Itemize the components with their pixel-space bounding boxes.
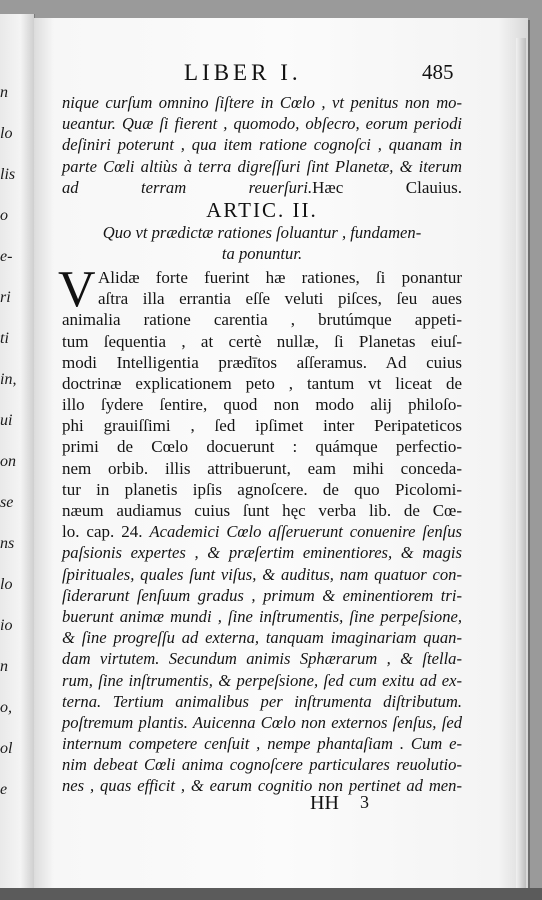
left-page-fragment: lis	[0, 166, 16, 183]
indented-lines	[62, 267, 462, 309]
italic-text: deſiniri poterunt , qua item ratione cognoſci , quanam in	[62, 135, 462, 155]
text-line: doctrinæ explicationem peto , tantum vt liceat de	[62, 373, 462, 393]
text-line	[62, 627, 462, 648]
text-line	[62, 92, 462, 113]
italic-text: dam virtutem. Secundum animis Sphærarum , & ſtella-	[62, 649, 462, 669]
left-page-fragment: lo	[0, 125, 13, 142]
text-line	[62, 712, 462, 733]
text-line: modi Intelligentia prædītos aſſeramus. Ad cuius	[62, 352, 462, 372]
italic-text: terna. Tertium animalibus per inſtrumenta diſtributum.	[62, 691, 462, 711]
left-page-fragment: ri	[0, 289, 11, 306]
article-subheading-line: Quo vt prædictæ rationes ſoluantur , fundamen-	[102, 222, 422, 242]
left-page-fragment: ti	[0, 330, 9, 347]
text-line: phi grauiſſimi , ſed ipſimet inter Peripateticos	[62, 416, 462, 436]
paragraph-opening	[58, 260, 462, 318]
article-subheading-line: ta ponuntur.	[221, 243, 303, 263]
left-page-fragment: n	[0, 658, 8, 675]
italic-text: ueantur. Quæ ſi fierent , quomodo, obſecro, eorum periodi	[62, 114, 462, 134]
text-block	[58, 92, 463, 797]
running-head-title: LIBER I.	[184, 60, 302, 85]
italic-text: paſsionis expertes , & præſertim eminentiores, & magis	[62, 543, 462, 563]
text-line: illo ſydere ſentire, quod non modo alij philoſo-	[62, 395, 462, 415]
text-line: nem orbib. illis attribuerunt, eam mihi conceda-	[62, 458, 462, 478]
text-line	[62, 691, 462, 712]
left-page-fragment: lo	[0, 576, 13, 593]
signature-number: 3	[360, 792, 369, 812]
italic-text: ſpirituales, quales ſunt viſus, & auditus, nam quatuor con-	[62, 564, 462, 584]
left-page-fragment: ol	[0, 740, 13, 757]
text-line	[62, 177, 462, 198]
left-page-fragment: on	[0, 453, 16, 470]
roman-text: lo. cap. 24.	[62, 522, 150, 542]
text-line	[62, 606, 462, 627]
text-line: animalia ratione carentia , brutúmque appeti-	[62, 310, 462, 330]
italic-text: parte Cœli altiùs à terra digreſſuri ſint Planetæ, & iterum	[62, 156, 462, 176]
italic-text: poſtremum plantis. Auicenna Cœlo non externos ſenſus, ſed	[62, 712, 462, 732]
text-line	[62, 521, 462, 542]
text-line	[62, 670, 462, 691]
text-line: tum ſequentia , at certè nullæ, ſi Planetas eiuſ-	[62, 331, 462, 351]
left-page-fragment: se	[0, 494, 14, 511]
text-line: aſtra illa errantia eſſe veluti piſces, ſeu aues	[98, 289, 462, 309]
italic-text: nes , quas efficit , & earum cognitio non pertinet ad men-	[62, 776, 462, 796]
running-head	[34, 60, 528, 90]
signature-mark: HH	[310, 792, 339, 814]
text-line: primi de Cœlo docuerunt : quámque perfectio-	[62, 437, 462, 457]
text-line: næum audiamus cuius ſunt hęc verba lib. de Cœ-	[62, 501, 462, 520]
left-page-fragment: in,	[0, 371, 17, 388]
book-page	[34, 18, 528, 890]
text-line	[62, 648, 462, 669]
left-page-fragment: e-	[0, 248, 13, 265]
scan-bottom-shadow	[0, 888, 542, 900]
text-line	[62, 564, 462, 585]
drop-cap: V	[58, 260, 96, 318]
text-line: Alidæ forte fuerint hæ rationes, ſi ponantur	[98, 267, 462, 287]
page-fore-edge	[516, 38, 526, 898]
text-line: tur in planetis ipſis agnoſcere. de quo Picolomi-	[62, 479, 462, 499]
text-line	[62, 113, 462, 134]
italic-text: ad terram reuerſuri.	[62, 177, 313, 197]
left-page-fragment: o,	[0, 699, 12, 716]
left-page-fragment: o	[0, 207, 8, 224]
italic-text: rum, ſine inſtrumentis, & perpeſsione, ſed cum exitu ad ex-	[62, 670, 462, 690]
italic-text: internum competere cenſuit , nempe phantaſiam . Cum e-	[62, 734, 462, 754]
text-line	[62, 542, 462, 563]
text-line	[62, 733, 462, 754]
italic-text: buerunt animæ mundi , ſine inſtrumentis, ſine perpeſsione,	[62, 606, 462, 626]
italic-text: ſiderarunt ſenſuum gradus , primum & eminentiorem tri-	[62, 585, 462, 605]
italic-text: nique curſum omnino ſiſtere in Cœlo , vt penitus non mo-	[62, 93, 462, 112]
text-line	[62, 754, 462, 775]
roman-text: Hæc Clauius.	[312, 177, 463, 197]
text-line	[62, 134, 462, 155]
left-page-edge	[0, 14, 35, 894]
quotation-body	[62, 521, 462, 796]
italic-text: Academici Cœlo aſſeruerunt conuenire ſenſus	[149, 522, 462, 542]
left-page-fragment: io	[0, 617, 13, 634]
paragraph-continued	[62, 92, 462, 198]
page-number: 485	[422, 60, 454, 84]
italic-text: nim debeat Cœli anima cognoſcere particulares reuolutio-	[62, 755, 462, 775]
paragraph-body	[62, 309, 462, 521]
text-line	[62, 585, 462, 606]
page-footer	[34, 792, 528, 818]
italic-text: & ſine progreſſu ad externa, tanquam imaginariam quan-	[62, 628, 462, 648]
left-page-fragment: e	[0, 781, 8, 798]
text-line	[62, 156, 462, 177]
left-page-fragment: ui	[0, 412, 13, 429]
article-heading: ARTIC. II.	[206, 197, 318, 222]
left-page-fragment: n	[0, 84, 8, 101]
left-page-fragment: ns	[0, 535, 15, 552]
